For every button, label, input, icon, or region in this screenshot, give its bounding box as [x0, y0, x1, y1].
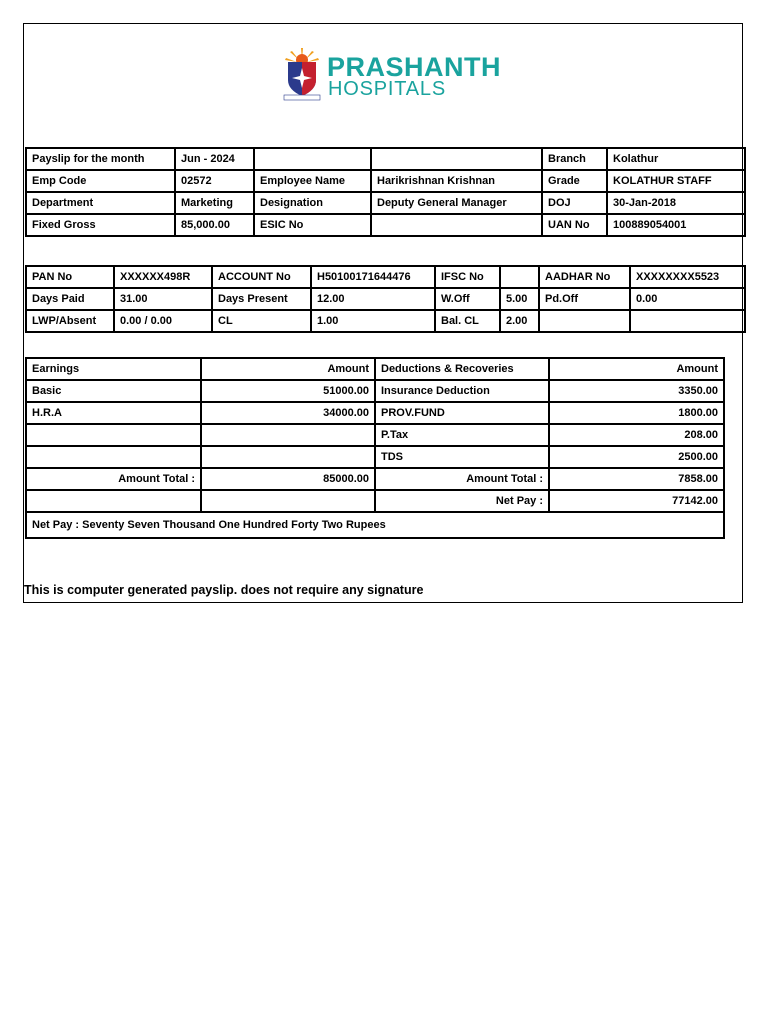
uan-value: 100889054001: [607, 214, 745, 236]
doj-value: 30-Jan-2018: [607, 192, 745, 214]
earnings-header: Earnings: [26, 358, 201, 380]
ifsc-value: [500, 266, 539, 288]
pdoff-label: Pd.Off: [539, 288, 630, 310]
totals-row: [26, 468, 724, 490]
pdoff-value: 0.00: [630, 288, 745, 310]
branch-value: Kolathur: [607, 148, 745, 170]
days-present-label: Days Present: [212, 288, 311, 310]
cl-label: CL: [212, 310, 311, 332]
table-row: [26, 424, 724, 446]
earnings-total-label: Amount Total :: [26, 468, 201, 490]
empty-cell: [371, 148, 542, 170]
deductions-header: Deductions & Recoveries: [375, 358, 549, 380]
earning-name: [26, 424, 201, 446]
deductions-amount-header: Amount: [549, 358, 724, 380]
pan-value: XXXXXX498R: [114, 266, 212, 288]
deduction-amount: 1800.00: [549, 402, 724, 424]
net-pay-in-words: Net Pay : Seventy Seven Thousand One Hundred Forty Two Rupees: [26, 512, 724, 538]
department-value: Marketing: [175, 192, 254, 214]
account-value: H50100171644476: [311, 266, 435, 288]
table-header-row: [26, 358, 724, 380]
earning-amount: 51000.00: [201, 380, 375, 402]
hospital-emblem-icon: [282, 46, 322, 102]
account-label: ACCOUNT No: [212, 266, 311, 288]
brand-name: PRASHANTH: [327, 52, 502, 82]
esic-label: ESIC No: [254, 214, 371, 236]
table-row: [26, 402, 724, 424]
uan-label: UAN No: [542, 214, 607, 236]
emp-code-value: 02572: [175, 170, 254, 192]
table-row: [26, 266, 745, 288]
fixed-gross-label: Fixed Gross: [26, 214, 175, 236]
empty-cell: [254, 148, 371, 170]
earning-amount: [201, 446, 375, 468]
deduction-amount: 2500.00: [549, 446, 724, 468]
employee-name-label: Employee Name: [254, 170, 371, 192]
cl-value: 1.00: [311, 310, 435, 332]
net-pay-label: Net Pay :: [375, 490, 549, 512]
deduction-name: Insurance Deduction: [375, 380, 549, 402]
earning-name: [26, 446, 201, 468]
table-row: [26, 310, 745, 332]
ifsc-label: IFSC No: [435, 266, 500, 288]
deduction-name: PROV.FUND: [375, 402, 549, 424]
employee-summary-table: [25, 147, 746, 237]
earnings-amount-header: Amount: [201, 358, 375, 380]
lwp-label: LWP/Absent: [26, 310, 114, 332]
fixed-gross-value: 85,000.00: [175, 214, 254, 236]
woff-value: 5.00: [500, 288, 539, 310]
net-pay-value: 77142.00: [549, 490, 724, 512]
net-pay-row: [26, 490, 724, 512]
table-row: [26, 192, 745, 214]
salary-table: [25, 357, 725, 539]
aadhar-value: XXXXXXXX5523: [630, 266, 745, 288]
employee-name-value: Harikrishnan Krishnan: [371, 170, 542, 192]
hospital-logo: [282, 46, 532, 102]
brand-subtitle: HOSPITALS: [328, 78, 446, 100]
lwp-value: 0.00 / 0.00: [114, 310, 212, 332]
department-label: Department: [26, 192, 175, 214]
pan-label: PAN No: [26, 266, 114, 288]
earning-amount: 34000.00: [201, 402, 375, 424]
empty-cell: [539, 310, 630, 332]
days-paid-value: 31.00: [114, 288, 212, 310]
woff-label: W.Off: [435, 288, 500, 310]
table-row: [26, 214, 745, 236]
aadhar-label: AADHAR No: [539, 266, 630, 288]
deduction-amount: 3350.00: [549, 380, 724, 402]
table-row: [26, 446, 724, 468]
designation-value: Deputy General Manager: [371, 192, 542, 214]
earning-amount: [201, 424, 375, 446]
earnings-total-value: 85000.00: [201, 468, 375, 490]
empty-cell: [26, 490, 201, 512]
net-pay-words-row: [26, 512, 724, 538]
days-paid-label: Days Paid: [26, 288, 114, 310]
empty-cell: [630, 310, 745, 332]
deductions-total-value: 7858.00: [549, 468, 724, 490]
earning-name: H.R.A: [26, 402, 201, 424]
grade-value: KOLATHUR STAFF: [607, 170, 745, 192]
doj-label: DOJ: [542, 192, 607, 214]
days-present-value: 12.00: [311, 288, 435, 310]
table-row: [26, 170, 745, 192]
emp-code-label: Emp Code: [26, 170, 175, 192]
footer-note: This is computer generated payslip. does not require any signature: [24, 583, 424, 597]
deduction-name: TDS: [375, 446, 549, 468]
earning-name: Basic: [26, 380, 201, 402]
deductions-total-label: Amount Total :: [375, 468, 549, 490]
employee-details-table: [25, 265, 746, 333]
esic-value: [371, 214, 542, 236]
branch-label: Branch: [542, 148, 607, 170]
table-row: [26, 148, 745, 170]
bal-cl-value: 2.00: [500, 310, 539, 332]
payslip-month-label: Payslip for the month: [26, 148, 175, 170]
deduction-amount: 208.00: [549, 424, 724, 446]
designation-label: Designation: [254, 192, 371, 214]
bal-cl-label: Bal. CL: [435, 310, 500, 332]
payslip-month-value: Jun - 2024: [175, 148, 254, 170]
table-row: [26, 288, 745, 310]
deduction-name: P.Tax: [375, 424, 549, 446]
grade-label: Grade: [542, 170, 607, 192]
table-row: [26, 380, 724, 402]
empty-cell: [201, 490, 375, 512]
